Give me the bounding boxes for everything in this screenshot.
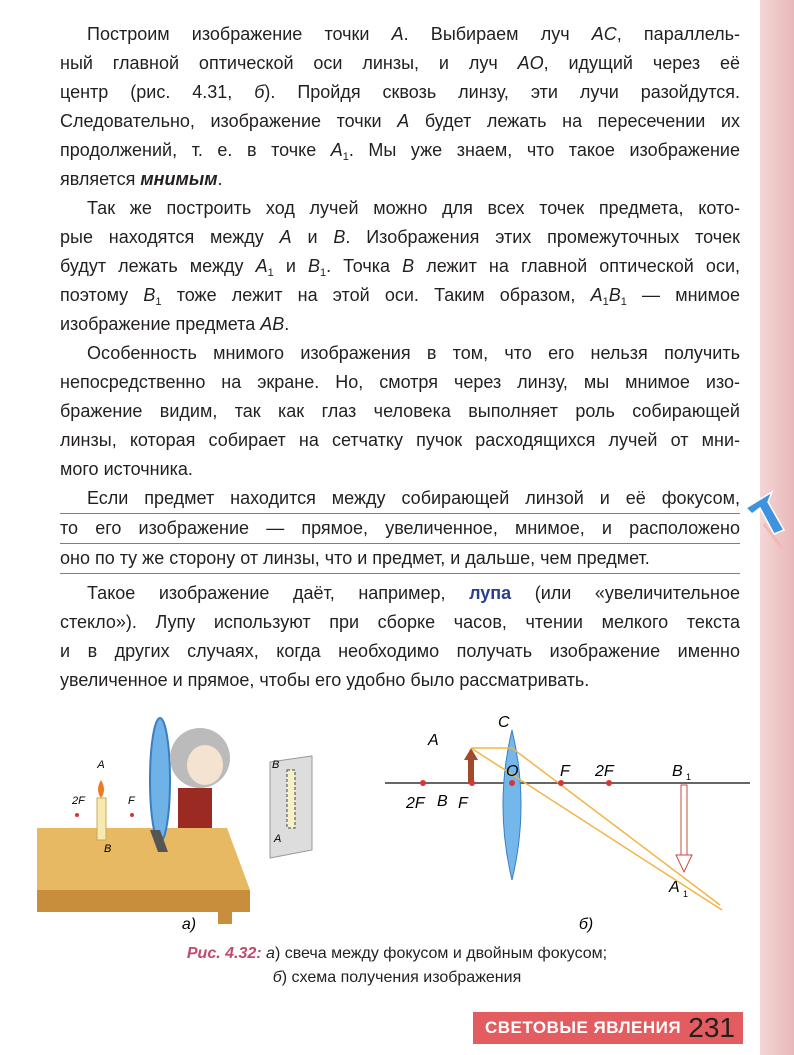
text-segment: . bbox=[284, 314, 290, 334]
text-segment: линзы, которая собирает на сетчатку пучок расходящихся лучей от мни- bbox=[60, 430, 740, 450]
label-a-B1: B bbox=[272, 759, 280, 771]
text-line bbox=[60, 666, 740, 695]
text-segment: B bbox=[333, 227, 346, 247]
caption-text-2: ) схема получения изображения bbox=[281, 969, 522, 986]
page-number: 231 bbox=[688, 1012, 735, 1043]
figure-ref: Рис. 4.32: bbox=[186, 945, 262, 962]
text-segment: и в других случаях, когда необходимо получать изображение именно bbox=[60, 641, 740, 661]
text-line bbox=[60, 544, 740, 574]
page-footer bbox=[473, 1012, 743, 1044]
text-segment: A bbox=[279, 227, 292, 247]
text-segment: , идущий через её bbox=[543, 53, 740, 73]
text-line-content bbox=[60, 78, 740, 107]
text-segment: A bbox=[397, 111, 410, 131]
text-line-content bbox=[60, 136, 740, 165]
text-line-content bbox=[60, 544, 740, 573]
text-line-content bbox=[60, 223, 740, 252]
text-segment: ). Пройдя сквозь линзу, эти лучи разойдутся. bbox=[264, 82, 740, 102]
text-segment: бражение видим, так как глаз человека выполняет роль собирающей bbox=[60, 401, 740, 421]
label-b-A1-sub: 1 bbox=[683, 889, 689, 899]
label-a-2F: 2F bbox=[72, 795, 85, 807]
label-a-A1: A bbox=[274, 833, 282, 845]
text-segment: рые находятся между bbox=[60, 227, 280, 247]
text-segment: B bbox=[608, 285, 621, 305]
label-b-F: F bbox=[560, 763, 570, 780]
text-segment: . Мы уже знаем, что такое изображение bbox=[348, 140, 740, 160]
text-segment: будут лежать между bbox=[60, 256, 256, 276]
body-text bbox=[60, 20, 740, 695]
text-line-content bbox=[60, 484, 740, 513]
text-line bbox=[60, 165, 740, 194]
text-segment: ный главной оптической оси линзы, и луч bbox=[60, 53, 518, 73]
label-b-A1: A bbox=[669, 879, 680, 896]
text-segment: A bbox=[255, 256, 268, 276]
text-segment: Особенность мнимого изображения в том, что его нельзя получить bbox=[60, 343, 740, 363]
text-segment: . Точка bbox=[326, 256, 403, 276]
text-segment: B bbox=[402, 256, 415, 276]
text-segment: Так же построить ход лучей можно для всех точек предмета, кото- bbox=[60, 198, 740, 218]
text-segment: Такое изображение даёт, например, bbox=[60, 583, 470, 603]
text-segment: непосредственно на экране. Но, смотря через линзу, мы мнимое изо- bbox=[60, 372, 740, 392]
text-segment: Следовательно, изображение точки bbox=[60, 111, 398, 131]
text-line-content bbox=[60, 194, 740, 223]
label-a-A: A bbox=[97, 759, 105, 771]
text-segment: A bbox=[590, 285, 603, 305]
text-segment: 1 bbox=[602, 296, 609, 308]
text-segment: центр (рис. 4.31, bbox=[60, 82, 255, 102]
text-segment: . Изображения этих промежуточных точек bbox=[345, 227, 741, 247]
text-line-content bbox=[60, 397, 740, 426]
text-line bbox=[60, 368, 740, 397]
text-segment: (или «увеличительное bbox=[511, 583, 740, 603]
text-segment: увеличенное и прямое, чтобы его удобно было рассматривать. bbox=[60, 670, 590, 690]
text-segment: лежит на главной оптической оси, bbox=[414, 256, 740, 276]
text-segment: AC bbox=[591, 24, 617, 44]
label-b-C: C bbox=[498, 714, 510, 731]
text-line-content bbox=[60, 666, 740, 695]
text-line-content bbox=[60, 579, 740, 608]
rule-marker-arrow-icon bbox=[742, 490, 786, 550]
text-segment: мнимым bbox=[140, 169, 218, 189]
text-line-content bbox=[60, 281, 740, 310]
text-line bbox=[60, 78, 740, 107]
text-segment: изображение предмета bbox=[60, 314, 261, 334]
text-line-content bbox=[60, 368, 740, 397]
text-line-content bbox=[60, 426, 740, 455]
label-b-B: B bbox=[437, 793, 448, 810]
text-line bbox=[60, 107, 740, 136]
text-segment: и bbox=[291, 227, 334, 247]
text-segment: B bbox=[307, 256, 320, 276]
text-line bbox=[60, 426, 740, 455]
text-line-content bbox=[60, 49, 740, 78]
text-line-content bbox=[60, 608, 740, 637]
text-segment: оно по ту же сторону от линзы, что и предмет, и дальше, чем предмет. bbox=[60, 548, 650, 568]
text-line-content bbox=[60, 637, 740, 666]
text-line-content bbox=[60, 514, 740, 543]
text-line bbox=[60, 223, 740, 252]
text-segment: Построим изображение точки bbox=[60, 24, 392, 44]
text-segment: продолжений, т. е. в точке bbox=[60, 140, 331, 160]
caption-b: б bbox=[272, 969, 282, 986]
text-segment: 1 bbox=[319, 267, 327, 279]
text-segment: лупа bbox=[469, 583, 512, 603]
label-a-F: F bbox=[128, 795, 135, 807]
text-segment: и bbox=[273, 256, 308, 276]
text-line-content bbox=[60, 107, 740, 136]
text-segment: 1 bbox=[155, 296, 162, 308]
text-segment: стекло»). Лупу используют при сборке часов, чтении мелкого текста bbox=[60, 612, 740, 632]
text-line bbox=[60, 281, 740, 310]
label-a-B: B bbox=[104, 843, 112, 855]
figure-4-32 bbox=[0, 700, 760, 940]
text-line bbox=[60, 455, 740, 484]
text-line bbox=[60, 637, 740, 666]
text-line bbox=[60, 194, 740, 223]
caption-text-1: ) свеча между фокусом и двойным фокусом; bbox=[274, 945, 608, 962]
text-line bbox=[60, 136, 740, 165]
text-line bbox=[60, 49, 740, 78]
label-b-F-left: F bbox=[458, 795, 468, 812]
label-b: б) bbox=[578, 916, 594, 933]
text-line bbox=[60, 310, 740, 339]
text-line bbox=[60, 608, 740, 637]
text-segment: AB bbox=[260, 314, 285, 334]
text-segment: . Выбираем луч bbox=[403, 24, 592, 44]
section-title: СВЕТОВЫЕ ЯВЛЕНИЯ bbox=[485, 1018, 682, 1037]
text-line bbox=[60, 514, 740, 544]
text-line bbox=[60, 252, 740, 281]
text-segment: 1 bbox=[620, 296, 627, 308]
text-segment: . bbox=[217, 169, 223, 189]
text-line bbox=[60, 397, 740, 426]
text-segment: является bbox=[60, 169, 141, 189]
label-b-O: O bbox=[506, 763, 519, 780]
text-segment: поэтому bbox=[60, 285, 144, 305]
text-segment: B bbox=[143, 285, 156, 305]
text-segment: тоже лежит на этой оси. Таким образом, bbox=[161, 285, 591, 305]
figure-b-ray-diagram bbox=[385, 714, 750, 933]
text-line-content bbox=[60, 252, 740, 281]
text-segment: 1 bbox=[342, 151, 349, 163]
text-line-content bbox=[60, 339, 740, 368]
label-b-2F-left: 2F bbox=[406, 795, 425, 812]
label-b-A: A bbox=[428, 732, 439, 749]
label-b-B1-sub: 1 bbox=[686, 772, 692, 782]
text-line-content bbox=[60, 310, 740, 339]
label-b-2F: 2F bbox=[595, 763, 614, 780]
text-line bbox=[60, 484, 740, 514]
text-line-content bbox=[60, 20, 740, 49]
text-segment: A bbox=[330, 140, 343, 160]
label-a: а) bbox=[181, 916, 197, 933]
text-line-content bbox=[60, 165, 740, 194]
label-b-B1: B bbox=[672, 763, 683, 780]
text-segment: , параллель- bbox=[616, 24, 741, 44]
text-segment: A bbox=[391, 24, 404, 44]
text-segment: б bbox=[254, 82, 265, 102]
text-segment: 1 bbox=[267, 267, 274, 279]
text-line-content bbox=[60, 455, 740, 484]
text-segment: мого источника. bbox=[60, 459, 193, 479]
text-line bbox=[60, 20, 740, 49]
text-segment: — мнимое bbox=[626, 285, 740, 305]
caption-a: а bbox=[266, 945, 275, 962]
text-segment: то его изображение — прямое, увеличенное, мнимое, и расположено bbox=[60, 518, 740, 538]
figure-a-candle-lens bbox=[37, 718, 312, 933]
figure-caption-line1 bbox=[0, 944, 794, 964]
figure-caption-line2 bbox=[0, 968, 794, 988]
text-segment: будет лежать на пересечении их bbox=[409, 111, 740, 131]
text-segment: Если предмет находится между собирающей линзой и её фокусом, bbox=[60, 488, 740, 508]
text-line bbox=[60, 579, 740, 608]
text-line bbox=[60, 339, 740, 368]
text-segment: AO bbox=[517, 53, 544, 73]
